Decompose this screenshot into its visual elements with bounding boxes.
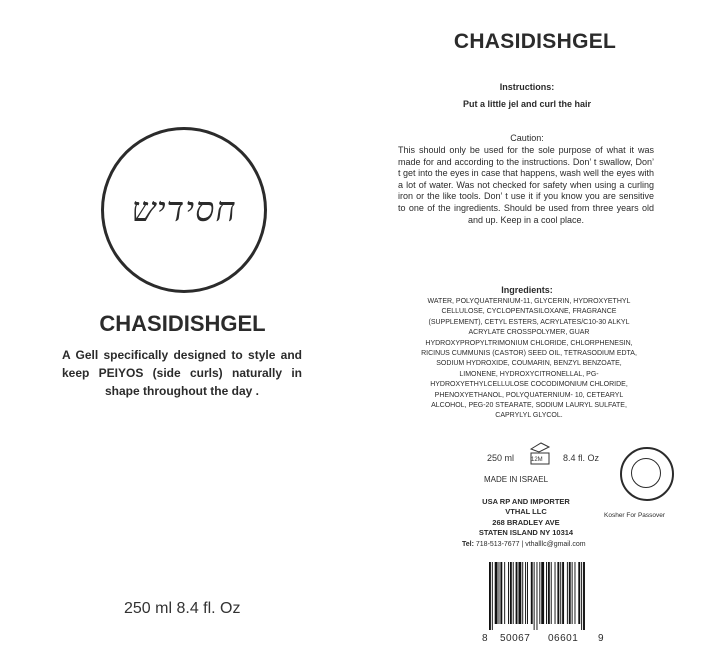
barcode-bar <box>527 562 528 624</box>
contact-line <box>462 541 586 548</box>
importer-block <box>456 497 596 539</box>
product-description <box>62 346 302 400</box>
barcode-digit-group: 9 <box>598 633 605 644</box>
barcode-bar <box>525 562 526 624</box>
importer-line: STATEN ISLAND NY 10314 <box>478 528 574 538</box>
front-title: CHASIDISHGEL <box>99 311 266 336</box>
tel-label: Tel: <box>462 541 474 548</box>
barcode-bar <box>546 562 547 624</box>
barcode-bar <box>583 562 585 630</box>
barcode-bar <box>557 562 559 624</box>
barcode-bar <box>562 562 564 624</box>
kosher-seal-inner <box>631 458 661 488</box>
barcode-bar <box>555 562 556 624</box>
barcode-bar <box>541 562 544 624</box>
barcode-bar <box>508 562 509 624</box>
barcode-bar <box>560 562 561 624</box>
barcode-bar <box>575 562 576 624</box>
pao-label: 12M <box>531 457 543 463</box>
description-line: keep PEIYOS (side curls) naturally in <box>62 366 302 380</box>
barcode-bar <box>534 562 535 630</box>
barcode-bar <box>500 562 502 624</box>
importer-line: USA RP AND IMPORTER <box>482 497 570 506</box>
description-line: A Gell specifically designed to style and <box>62 348 302 362</box>
barcode-bar <box>510 562 512 624</box>
brand-logo: חסידיש <box>131 190 237 230</box>
volume-ml: 250 ml <box>487 453 515 463</box>
barcode-bar <box>551 562 552 624</box>
barcode-bar <box>581 562 582 630</box>
barcode-bar <box>522 562 523 624</box>
kosher-caption: Kosher For Passover <box>604 512 666 519</box>
barcode-icon <box>488 562 612 630</box>
instructions-text: Put a little jel and curl the hair <box>462 99 592 109</box>
barcode-bar <box>569 562 571 624</box>
barcode-bar <box>572 562 573 624</box>
barcode-bar <box>518 562 521 624</box>
front-volume: 250 ml 8.4 fl. Oz <box>124 600 241 617</box>
volume-oz: 8.4 fl. Oz <box>563 453 600 463</box>
caution-heading: Caution: <box>510 133 544 143</box>
kosher-seal-icon <box>620 447 674 501</box>
barcode-digit-group: 06601 <box>548 633 579 644</box>
barcode-bar <box>492 562 493 630</box>
barcode-bar <box>537 562 538 630</box>
barcode-bar <box>499 562 500 624</box>
barcode-bar <box>513 562 514 624</box>
caution-text: This should only be used for the sole purpose of what it was made for and according to the instructions. Don’ t swallow, Don’ t get into the eyes in case that happens, wash well the eyes with a lot of water. Was not checked for safety when using a curling iron or the like tools. Don’ t use it if you know you are sensitive to one of the ingredients. Should be used from three years old and up. Keep in a cool place. <box>398 145 654 225</box>
instructions-heading: Instructions: <box>499 82 555 92</box>
importer-line: 268 BRADLEY AVE <box>492 517 560 527</box>
barcode-bar <box>495 562 498 624</box>
barcode-bar <box>548 562 550 624</box>
barcode-bar <box>504 562 505 624</box>
barcode-bar <box>516 562 518 624</box>
tel-value: 718-513-7677 | vthalllc@gmail.com <box>475 541 586 548</box>
barcode-bar <box>567 562 568 624</box>
barcode-digit-group: 50067 <box>500 633 531 644</box>
barcode-bar <box>489 562 491 630</box>
pao-jar-icon <box>527 441 553 467</box>
description-line: shape throughout the day . <box>104 384 259 398</box>
barcode-bar <box>578 562 580 624</box>
barcode-bar <box>539 562 540 624</box>
ingredients-list: WATER, POLYQUATERNIUM-11, GLYCERIN, HYDROXYETHYL CELLULOSE, CYCLOPENTASILOXANE, FRAGRANCE (SUPPLEMENT), CETYL ESTERS, ACRYLATES/C10-30 ALKYL ACRYLATE CROSSPOLYMER, GUAR HYDROXYPROPYLTRIMONIUM CHLORIDE, CHLORPHENESIN, RICINUS CUMMUNIS (CASTOR) SEED OIL, TETRASODIUM EDTA, SODIUM HYDROXIDE, COUMARIN, BENZYL BENZOATE, LIMONENE, HYDROXYCITRONELLAL, PG-HYDROXYETHYLCELLULOSE COCODIMONIUM CHLORIDE, PHENOXYETHANOL, POLYQUATERNIUM- 10, CETEARYL ALCOHOL, PEG-20 STEARATE, SODIUM LAURYL SULFATE, CAPRYLYL GLYCOL. <box>421 298 637 420</box>
back-title: CHASIDISHGEL <box>453 30 617 53</box>
made-in-label: MADE IN ISRAEL <box>484 475 549 484</box>
ingredients-heading: Ingredients: <box>501 285 553 295</box>
barcode-digit-group: 8 <box>482 633 489 644</box>
barcode-bar <box>531 562 533 624</box>
importer-line: VTHAL LLC <box>505 507 547 517</box>
